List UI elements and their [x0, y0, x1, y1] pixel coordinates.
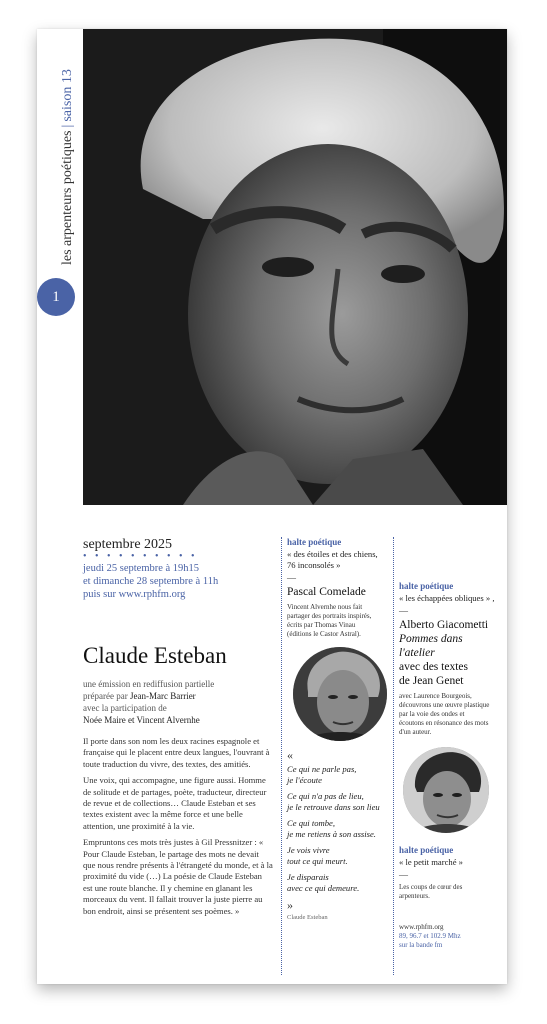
credit-line-1: une émission en rediffusion partielle	[83, 679, 215, 689]
producer-name: Jean-Marc Barrier	[129, 691, 196, 701]
dash-divider: —	[399, 870, 408, 880]
portrait-illustration	[293, 647, 387, 741]
dash-divider: —	[399, 606, 408, 616]
poem-line: je le retrouve dans son lieu	[287, 802, 380, 812]
credit-line-2	[83, 690, 273, 702]
halte-title: « le petit marché »	[399, 857, 463, 867]
poem-line: je l'écoute	[287, 775, 323, 785]
halte-label: halte poétique	[399, 845, 454, 855]
event-month: septembre 2025	[83, 537, 173, 552]
poem-line: avec ce qui demeure.	[287, 883, 360, 893]
poem-line: Ce qui ne parle pas,	[287, 764, 357, 774]
credit-line-4	[83, 714, 273, 726]
poem-line: Je disparais	[287, 872, 329, 882]
sidebar	[37, 29, 83, 984]
poem-line: Ce qui n'a pas de lieu,	[287, 791, 364, 801]
halte-column-2	[399, 581, 499, 950]
quote-close-mark: »	[287, 898, 293, 912]
poem-line: Ce qui tombe,	[287, 818, 335, 828]
poem	[287, 764, 387, 894]
series-name: les arpenteurs poétiques	[60, 130, 75, 265]
halte-title-text: « les échappées obliques »	[399, 593, 491, 603]
portrait-illustration	[83, 29, 507, 505]
schedule-line-2: et dimanche 28 septembre à 11h	[83, 576, 219, 587]
schedule-line-1: jeudi 25 septembre à 19h15	[83, 563, 200, 574]
halte-title-comma: ,	[492, 593, 495, 603]
poem-stanza-4	[287, 845, 387, 867]
series-separator: |	[60, 124, 75, 128]
paragraph-3: Empruntons ces mots très justes à Gil Pressnitzer : « Pour Claude Esteban, le partage des mots ne devait que nous rendre présents à l'étrangeté du monde, et à la proximité du vide (…) La poésie de Claude Esteban est une route blanche. Il y chemine en glanant les morceaux du vent. Il fallait trouver la juste pierre au bon endroit, ainsi se présentent ses poèmes. »	[83, 837, 273, 916]
band-label: sur la bande fm	[399, 941, 443, 949]
page-title: Claude Esteban	[83, 643, 227, 668]
halte-title: « des étoiles et des chiens, 76 inconsolés »	[287, 549, 378, 570]
series-title	[60, 69, 76, 265]
alberto-giacometti-photo	[403, 747, 489, 833]
halte-label: halte poétique	[287, 537, 342, 547]
halte-column-1	[287, 537, 387, 921]
texts-line: avec des textes	[399, 661, 468, 673]
texts-author: de Jean Genet	[399, 675, 464, 687]
column-divider-1	[281, 537, 282, 975]
halte-info: Vincent Alvernhe nous fait partager des portraits inspirés, écrits par Thomas Vinau (éditions le Castor Astral).	[287, 603, 372, 638]
participants-names: Noée Maire et Vincent Alvernhe	[83, 715, 200, 725]
poem-stanza-5	[287, 872, 387, 894]
frequencies: 89, 96.7 et 102.9 Mhz	[399, 932, 461, 940]
episode-number-badge: 1	[37, 278, 75, 316]
credits	[83, 678, 273, 726]
footer-info	[399, 923, 499, 950]
website-link[interactable]: www.rphfm.org	[399, 923, 444, 931]
artist-name: Pascal Comelade	[287, 586, 366, 598]
pascal-comelade-photo	[293, 647, 387, 741]
paragraph-2: Une voix, qui accompagne, une figure aussi. Homme de solitude et de partages, poète, traducteur, directeur de revue et de collections… Claude Esteban et ses textes existent avec la même force et une belle attention, une proximité à la vie.	[83, 775, 267, 831]
credit-prefix: préparée par	[83, 691, 130, 701]
column-divider-2	[393, 537, 394, 975]
main-portrait-photo	[83, 29, 507, 505]
halte-info: Les coups de cœur des arpenteurs.	[399, 883, 463, 900]
dash-divider: —	[287, 573, 296, 583]
artwork-title: Pommes dans l'atelier	[399, 633, 463, 659]
halte-label: halte poétique	[399, 581, 454, 591]
halte-info: avec Laurence Bourgeois, découvrons une œuvre plastique par la voie des ondes et écoutons en résonance des mots d'un auteur.	[399, 692, 490, 736]
description	[83, 736, 273, 917]
poem-stanza-1	[287, 764, 387, 786]
artist-name: Alberto Giacometti	[399, 619, 489, 631]
paragraph-1: Il porte dans son nom les deux racines espagnole et française qui le placent entre deux langues, l'ouvrant à toute traduction du vivre, des textes, des amitiés.	[83, 736, 270, 769]
portrait-illustration	[403, 747, 489, 833]
dotted-divider: • • • • • • • • • •	[83, 551, 198, 562]
poem-stanza-2	[287, 791, 387, 813]
quote-open-mark: «	[287, 748, 293, 762]
flyer-card	[37, 29, 507, 984]
poem-line: je me retiens à son assise.	[287, 829, 376, 839]
credit-line-3: avec la participation de	[83, 703, 167, 713]
poem-line: Je vois vivre	[287, 845, 330, 855]
poem-line: tout ce qui meurt.	[287, 856, 348, 866]
halte-title	[399, 593, 499, 604]
poem-stanza-3	[287, 818, 387, 840]
schedule-line-3: puis sur www.rphfm.org	[83, 589, 186, 600]
season-label: saison 13	[60, 69, 75, 122]
main-column	[83, 537, 273, 922]
poem-author: Claude Esteban	[287, 914, 328, 921]
schedule	[83, 562, 273, 601]
